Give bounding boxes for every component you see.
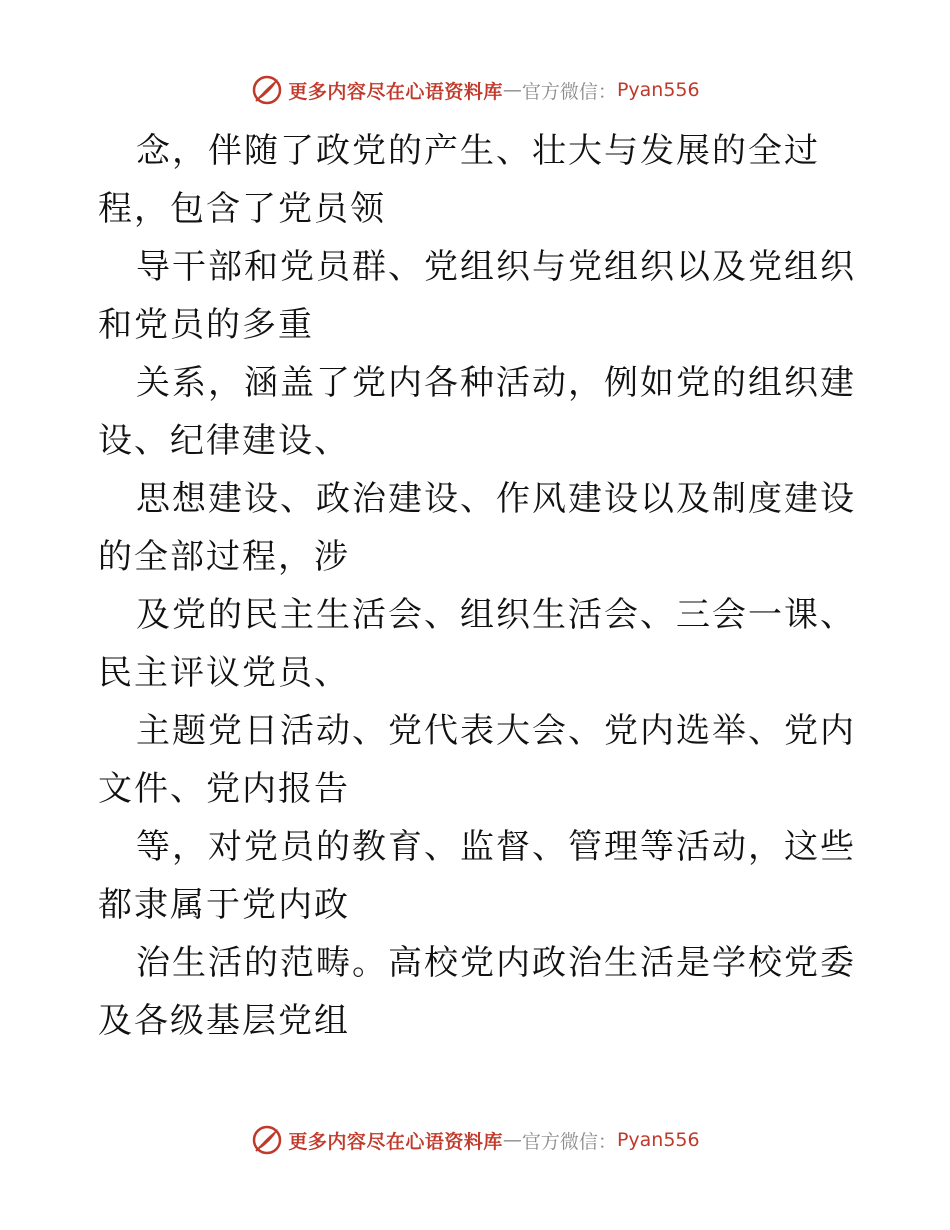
header-watermark — [0, 70, 950, 110]
watermark-dash: — — [502, 1129, 522, 1151]
paragraph: 思想建设、政治建设、作风建设以及制度建设的全部过程，涉 — [98, 479, 856, 577]
footer-watermark — [0, 1120, 950, 1160]
watermark-brand: 更多内容尽在心语资料库 — [288, 1130, 503, 1153]
watermark-brand: 更多内容尽在心语资料库 — [288, 80, 503, 103]
watermark-official: 官方微信： — [521, 80, 617, 103]
quill-logo-icon — [250, 1123, 284, 1157]
watermark-dash: — — [502, 79, 522, 101]
paragraph: 治生活的范畴。高校党内政治生活是学校党委及各级基层党组 — [98, 943, 856, 1041]
quill-logo-icon — [250, 73, 284, 107]
paragraph: 主题党日活动、党代表大会、党内选举、党内文件、党内报告 — [98, 711, 856, 809]
paragraph: 念，伴随了政党的产生、壮大与发展的全过程，包含了党员领 — [98, 131, 820, 229]
watermark-contact: Pyan556 — [616, 1129, 700, 1151]
watermark-contact: Pyan556 — [616, 79, 700, 101]
paragraph: 及党的民主生活会、组织生活会、三会一课、民主评议党员、 — [98, 595, 856, 693]
paragraph: 导干部和党员群、党组织与党组织以及党组织和党员的多重 — [98, 247, 856, 345]
paragraph: 等，对党员的教育、监督、管理等活动，这些都隶属于党内政 — [98, 827, 856, 925]
paragraph: 关系，涵盖了党内各种活动，例如党的组织建设、纪律建设、 — [98, 363, 856, 461]
document-body — [98, 122, 858, 1050]
watermark-official: 官方微信： — [521, 1130, 617, 1153]
